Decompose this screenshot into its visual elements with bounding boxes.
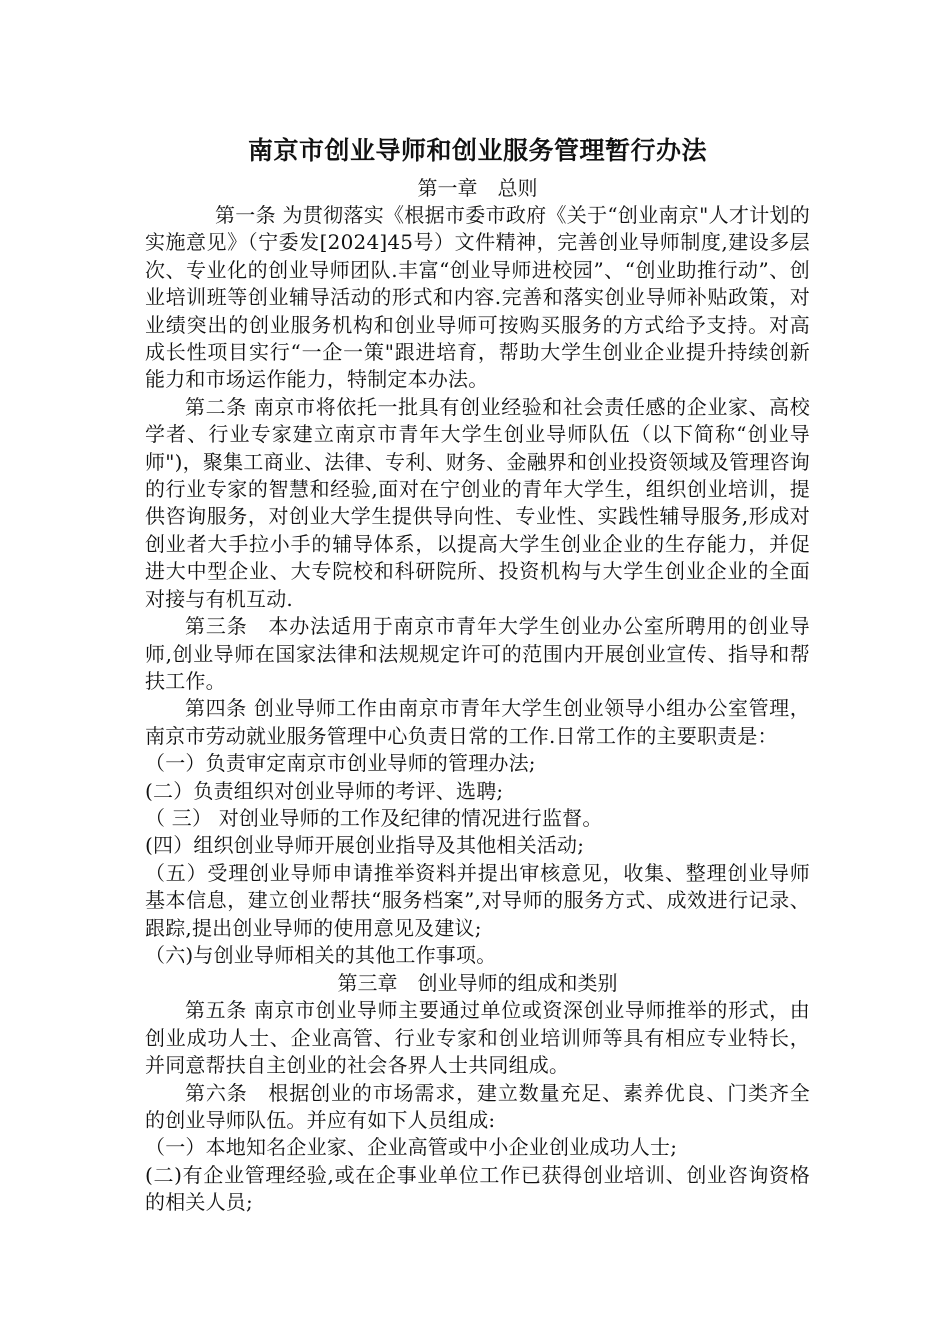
chapter-heading-1: 第一章 总则 [417, 176, 538, 200]
article-6-item: (二)有企业管理经验,或在企事业单位工作已获得创业培训、创业咨询资格的相关人员; [145, 1162, 810, 1215]
document-page [145, 132, 810, 1217]
article-4-item: （一）负责审定南京市创业导师的管理办法; [145, 751, 536, 776]
document-title: 南京市创业导师和创业服务管理暂行办法 [247, 136, 707, 165]
article-4-item: （ 三） 对创业导师的工作及纪律的情况进行监督。 [145, 805, 603, 830]
article-6-item: （一）本地知名企业家、企业高管或中小企业创业成功人士; [145, 1135, 678, 1160]
chapter-heading-3: 第三章 创业导师的组成和类别 [337, 971, 618, 996]
article-1: 第一条 为贯彻落实《根据市委市政府《关于“创业南京"人才计划的实施意见》（宁委发[2024]45号）文件精神，完善创业导师制度,建设多层次、专业化的创业导师团队.丰富“创业导师进校园”、“创业助推行动”、创业培训班等创业辅导活动的形式和内容.完善和落实创业导师补贴政策，对业绩突出的创业服务机构和创业导师可按购买服务的方式给予支持。对高成长性项目实行“一企一策"跟进培育，帮助大学生创业企业提升持续创新能力和市场运作能力，特制定本办法。 [145, 203, 810, 392]
article-4: 第四条 创业导师工作由南京市青年大学生创业领导小组办公室管理，南京市劳动就业服务管理中心负责日常的工作.日常工作的主要职责是： [145, 696, 810, 748]
article-3: 第三条 本办法适用于南京市青年大学生创业办公室所聘用的创业导师,创业导师在国家法律和法规规定许可的范围内开展创业宣传、指导和帮扶工作。 [145, 614, 810, 693]
article-4-item: （五）受理创业导师申请推举资料并提出审核意见，收集、整理创业导师基本信息，建立创业帮扶“服务档案”,对导师的服务方式、成效进行记录、跟踪,提出创业导师的使用意见及建议; [145, 860, 810, 940]
article-6: 第六条 根据创业的市场需求，建立数量充足、素养优良、门类齐全的创业导师队伍。并应有如下人员组成: [145, 1080, 810, 1132]
article-4-item: (四）组织创业导师开展创业指导及其他相关活动; [145, 833, 585, 858]
article-4-item: (二）负责组织对创业导师的考评、选聘; [145, 778, 504, 803]
article-4-item: （六)与创业导师相关的其他工作事项。 [145, 942, 497, 967]
article-5: 第五条 南京市创业导师主要通过单位或资深创业导师推举的形式，由创业成功人士、企业高管、行业专家和创业培训师等具有相应专业特长，并同意帮扶自主创业的社会各界人士共同组成。 [145, 998, 810, 1078]
article-2: 第二条 南京市将依托一批具有创业经验和社会责任感的企业家、高校学者、行业专家建立南京市青年大学生创业导师队伍（以下简称“创业导师")，聚集工商业、法律、专利、财务、金融界和创业投资领域及管理咨询的行业专家的智慧和经验,面对在宁创业的青年大学生，组织创业培训，提供咨询服务，对创业大学生提供导向性、专业性、实践性辅导服务,形成对创业者大手拉小手的辅导体系，以提高大学生创业企业的生存能力，并促进大中型企业、大专院校和科研院所、投资机构与大学生创业企业的全面对接与有机互动. [145, 394, 810, 611]
